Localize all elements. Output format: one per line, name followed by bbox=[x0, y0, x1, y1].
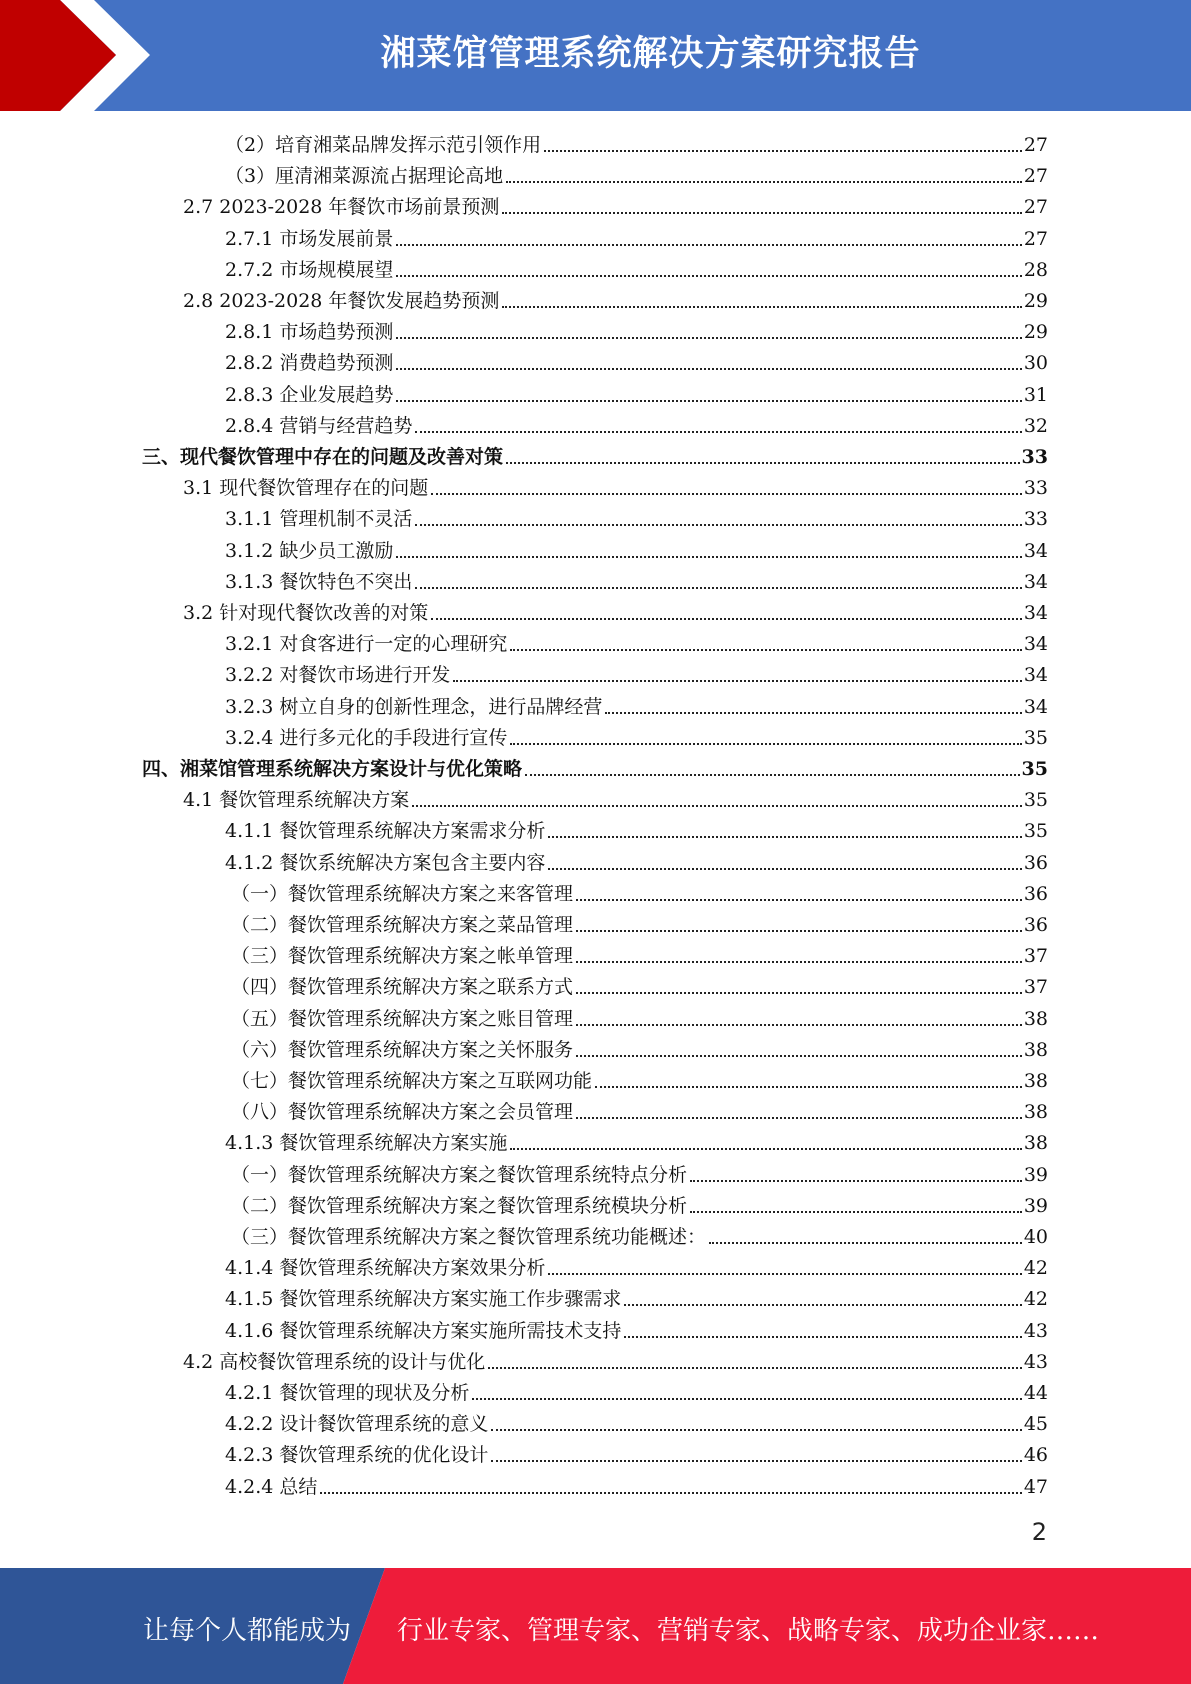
toc-entry-title: （二）餐饮管理系统解决方案之餐饮管理系统模块分析 bbox=[231, 1194, 688, 1217]
toc-leader-dots bbox=[576, 992, 1022, 994]
toc-entry-title: 3.2.4 进行多元化的手段进行宣传 bbox=[225, 726, 508, 749]
toc-leader-dots bbox=[502, 212, 1021, 214]
toc-entry[interactable] bbox=[225, 1374, 1048, 1405]
toc-entry[interactable] bbox=[231, 1000, 1048, 1031]
toc-entry[interactable] bbox=[225, 126, 1048, 157]
toc-entry[interactable] bbox=[231, 1156, 1048, 1187]
toc-entry-title: 2.8.1 市场趋势预测 bbox=[225, 321, 394, 344]
toc-entry[interactable] bbox=[225, 1124, 1048, 1155]
toc-entry[interactable] bbox=[225, 719, 1048, 750]
toc-entry[interactable] bbox=[183, 1343, 1048, 1374]
toc-entry-title: 2.8.2 消费趋势预测 bbox=[225, 352, 394, 375]
toc-entry-page: 33 bbox=[1021, 446, 1048, 468]
toc-leader-dots bbox=[415, 524, 1021, 526]
toc-leader-dots bbox=[624, 1304, 1021, 1306]
toc-entry-page: 29 bbox=[1023, 321, 1048, 344]
toc-entry[interactable] bbox=[225, 1280, 1048, 1311]
toc-entry-title: （七）餐饮管理系统解决方案之互联网功能 bbox=[231, 1070, 593, 1092]
toc-leader-dots bbox=[576, 1117, 1022, 1119]
toc-leader-dots bbox=[595, 1086, 1022, 1088]
toc-entry-title: 3.1.2 缺少员工激励 bbox=[225, 539, 394, 562]
toc-entry-title: （一）餐饮管理系统解决方案之餐饮管理系统特点分析 bbox=[231, 1163, 688, 1186]
toc-entry-title: 4.1.1 餐饮管理系统解决方案需求分析 bbox=[225, 820, 546, 843]
toc-leader-dots bbox=[488, 1367, 1022, 1369]
toc-leader-dots bbox=[690, 1211, 1022, 1213]
toc-entry-page: 38 bbox=[1023, 1101, 1048, 1124]
toc-leader-dots bbox=[506, 181, 1022, 183]
toc-leader-dots bbox=[510, 1148, 1021, 1150]
header-title: 湘菜馆管理系统解决方案研究报告 bbox=[380, 34, 921, 74]
toc-leader-dots bbox=[320, 1492, 1021, 1494]
toc-entry-page: 40 bbox=[1023, 1226, 1048, 1248]
toc-entry[interactable] bbox=[225, 844, 1048, 875]
toc-leader-dots bbox=[506, 462, 1020, 464]
toc-leader-dots bbox=[548, 836, 1021, 838]
toc-entry[interactable] bbox=[225, 688, 1048, 719]
toc-leader-dots bbox=[431, 618, 1022, 620]
toc-leader-dots bbox=[396, 368, 1021, 370]
toc-entry-title: （四）餐饮管理系统解决方案之联系方式 bbox=[231, 976, 574, 999]
toc-entry[interactable] bbox=[231, 1187, 1048, 1218]
toc-leader-dots bbox=[576, 1024, 1022, 1026]
toc-entry[interactable] bbox=[225, 1405, 1048, 1436]
toc-leader-dots bbox=[396, 275, 1021, 277]
toc-entry[interactable] bbox=[225, 1249, 1048, 1280]
toc-entry-page: 34 bbox=[1023, 539, 1048, 562]
toc-entry[interactable] bbox=[225, 563, 1048, 594]
toc-entry[interactable] bbox=[225, 220, 1048, 251]
toc-entry-title: 2.7.2 市场规模展望 bbox=[225, 258, 394, 281]
toc-leader-dots bbox=[690, 1180, 1022, 1182]
toc-entry[interactable] bbox=[225, 500, 1048, 531]
toc-entry-page: 35 bbox=[1021, 758, 1048, 780]
toc-entry-title: 4.2.1 餐饮管理的现状及分析 bbox=[225, 1382, 470, 1404]
toc-entry-title: 4.1.4 餐饮管理系统解决方案效果分析 bbox=[225, 1257, 546, 1280]
toc-entry-page: 43 bbox=[1023, 1319, 1048, 1342]
toc-entry-title: （八）餐饮管理系统解决方案之会员管理 bbox=[231, 1101, 574, 1124]
toc-entry-title: 4.1.5 餐饮管理系统解决方案实施工作步骤需求 bbox=[225, 1288, 622, 1311]
toc-entry-title: 3.2.3 树立自身的创新性理念，进行品牌经营 bbox=[225, 695, 603, 718]
toc-entry[interactable] bbox=[142, 750, 1048, 781]
toc-leader-dots bbox=[453, 680, 1021, 682]
toc-entry-page: 37 bbox=[1023, 945, 1048, 968]
toc-entry-page: 30 bbox=[1023, 352, 1048, 375]
toc-leader-dots bbox=[491, 1460, 1021, 1462]
toc-entry[interactable] bbox=[225, 376, 1048, 407]
toc-entry[interactable] bbox=[183, 188, 1048, 219]
toc-leader-dots bbox=[510, 649, 1021, 651]
toc-leader-dots bbox=[548, 868, 1021, 870]
toc-entry-title: （一）餐饮管理系统解决方案之来客管理 bbox=[231, 882, 574, 905]
toc-entry-title: 4.1.3 餐饮管理系统解决方案实施 bbox=[225, 1132, 508, 1155]
toc-entry[interactable] bbox=[231, 875, 1048, 906]
toc-leader-dots bbox=[525, 774, 1020, 776]
toc-entry-page: 27 bbox=[1023, 134, 1048, 156]
toc-leader-dots bbox=[396, 337, 1021, 339]
page-number: 2 bbox=[1031, 1518, 1047, 1546]
toc-entry-title: （三）餐饮管理系统解决方案之帐单管理 bbox=[231, 945, 574, 968]
toc-leader-dots bbox=[548, 1273, 1021, 1275]
toc-entry-page: 44 bbox=[1023, 1382, 1048, 1404]
toc-leader-dots bbox=[415, 431, 1021, 433]
toc-entry[interactable] bbox=[225, 1436, 1048, 1467]
toc-entry[interactable] bbox=[231, 1031, 1048, 1062]
footer-slogan-right: 行业专家、管理专家、营销专家、战略专家、成功企业家…… bbox=[397, 1616, 1100, 1646]
toc-entry[interactable] bbox=[225, 344, 1048, 375]
toc-entry[interactable] bbox=[183, 594, 1048, 625]
page-footer bbox=[0, 1568, 1191, 1684]
toc-entry-title: （六）餐饮管理系统解决方案之关怀服务 bbox=[231, 1038, 574, 1061]
toc-entry-page: 36 bbox=[1023, 882, 1048, 905]
toc-entry-page: 46 bbox=[1023, 1444, 1048, 1467]
toc-entry-title: （2）培育湘菜品牌发挥示范引领作用 bbox=[225, 134, 542, 156]
toc-entry-title: 3.1.1 管理机制不灵活 bbox=[225, 508, 413, 531]
toc-entry-title: 四、湘菜馆管理系统解决方案设计与优化策略 bbox=[142, 758, 523, 780]
toc-entry-page: 39 bbox=[1023, 1163, 1048, 1186]
toc-entry-title: （二）餐饮管理系统解决方案之菜品管理 bbox=[231, 914, 574, 936]
toc-leader-dots bbox=[396, 244, 1021, 246]
toc-entry-page: 27 bbox=[1023, 165, 1048, 188]
toc-entry-title: 2.8 2023-2028 年餐饮发展趋势预测 bbox=[183, 290, 500, 312]
toc-entry-title: （五）餐饮管理系统解决方案之账目管理 bbox=[231, 1007, 574, 1030]
toc-entry-title: 4.2.4 总结 bbox=[225, 1475, 318, 1498]
toc-entry-page: 42 bbox=[1023, 1288, 1048, 1311]
toc-entry[interactable] bbox=[225, 313, 1048, 344]
toc-entry-title: 3.2 针对现代餐饮改善的对策 bbox=[183, 602, 429, 624]
toc-leader-dots bbox=[576, 1055, 1022, 1057]
toc-entry-title: 3.2.1 对食客进行一定的心理研究 bbox=[225, 633, 508, 656]
toc-entry-page: 38 bbox=[1023, 1007, 1048, 1030]
toc-leader-dots bbox=[576, 930, 1022, 932]
toc-entry-page: 39 bbox=[1023, 1194, 1048, 1217]
toc-entry-page: 38 bbox=[1023, 1070, 1048, 1092]
toc-entry-page: 29 bbox=[1023, 290, 1048, 312]
toc-leader-dots bbox=[472, 1398, 1021, 1400]
toc-entry-page: 33 bbox=[1023, 477, 1048, 500]
toc-leader-dots bbox=[415, 587, 1021, 589]
toc-entry[interactable] bbox=[183, 781, 1048, 812]
toc-leader-dots bbox=[396, 556, 1021, 558]
toc-entry-title: 2.7.1 市场发展前景 bbox=[225, 227, 394, 250]
toc-entry-page: 34 bbox=[1023, 695, 1048, 718]
toc-entry-page: 36 bbox=[1023, 851, 1048, 874]
toc-entry-page: 34 bbox=[1023, 570, 1048, 593]
toc-entry-page: 38 bbox=[1023, 1132, 1048, 1155]
toc-leader-dots bbox=[709, 1242, 1022, 1244]
toc-entry-page: 45 bbox=[1023, 1413, 1048, 1436]
toc-entry[interactable] bbox=[225, 625, 1048, 656]
toc-leader-dots bbox=[502, 306, 1021, 308]
toc-entry-page: 34 bbox=[1023, 664, 1048, 687]
toc-entry-title: 4.1.6 餐饮管理系统解决方案实施所需技术支持 bbox=[225, 1319, 622, 1342]
toc-entry-title: 4.2.3 餐饮管理系统的优化设计 bbox=[225, 1444, 489, 1467]
toc-entry-page: 33 bbox=[1023, 508, 1048, 531]
toc-entry[interactable] bbox=[225, 812, 1048, 843]
toc-entry[interactable] bbox=[225, 157, 1048, 188]
toc-entry-title: 2.8.4 营销与经营趋势 bbox=[225, 414, 413, 437]
toc-leader-dots bbox=[576, 961, 1022, 963]
toc-entry-title: 4.2 高校餐饮管理系统的设计与优化 bbox=[183, 1350, 486, 1373]
toc-entry-page: 31 bbox=[1023, 383, 1048, 406]
toc-entry[interactable] bbox=[225, 407, 1048, 438]
toc-entry-title: 3.1 现代餐饮管理存在的问题 bbox=[183, 477, 429, 500]
toc-entry-title: 4.1.2 餐饮系统解决方案包含主要内容 bbox=[225, 851, 546, 874]
toc-entry[interactable] bbox=[225, 1468, 1048, 1499]
footer-slogan-left: 让每个人都能成为 bbox=[143, 1616, 352, 1646]
toc-entry-page: 34 bbox=[1023, 602, 1048, 624]
toc-leader-dots bbox=[396, 400, 1021, 402]
page-header bbox=[0, 0, 1191, 111]
toc-entry[interactable] bbox=[142, 438, 1048, 469]
toc-entry[interactable] bbox=[231, 1218, 1048, 1249]
toc-entry-title: 2.7 2023-2028 年餐饮市场前景预测 bbox=[183, 196, 500, 219]
toc-entry[interactable] bbox=[231, 1062, 1048, 1093]
toc-leader-dots bbox=[544, 150, 1022, 152]
toc-entry-page: 32 bbox=[1023, 414, 1048, 437]
toc-entry-title: 3.1.3 餐饮特色不突出 bbox=[225, 570, 413, 593]
toc-entry[interactable] bbox=[231, 937, 1048, 968]
toc-entry[interactable] bbox=[225, 532, 1048, 563]
toc-entry-title: 3.2.2 对餐饮市场进行开发 bbox=[225, 664, 451, 687]
toc-leader-dots bbox=[576, 899, 1022, 901]
toc-leader-dots bbox=[624, 1336, 1021, 1338]
toc-entry-title: 三、现代餐饮管理中存在的问题及改善对策 bbox=[142, 446, 504, 468]
toc-entry[interactable] bbox=[231, 968, 1048, 999]
toc-leader-dots bbox=[412, 805, 1022, 807]
toc-entry-page: 28 bbox=[1023, 258, 1048, 281]
toc-entry-page: 27 bbox=[1023, 227, 1048, 250]
toc-entry[interactable] bbox=[225, 656, 1048, 687]
toc-entry-page: 35 bbox=[1023, 789, 1048, 812]
toc-leader-dots bbox=[431, 493, 1022, 495]
toc-entry-page: 38 bbox=[1023, 1038, 1048, 1061]
toc-leader-dots bbox=[510, 743, 1021, 745]
toc-entry-title: （三）餐饮管理系统解决方案之餐饮管理系统功能概述： bbox=[231, 1226, 707, 1248]
toc-leader-dots bbox=[605, 712, 1021, 714]
toc-entry-page: 34 bbox=[1023, 633, 1048, 656]
toc-entry-title: 4.2.2 设计餐饮管理系统的意义 bbox=[225, 1413, 489, 1436]
toc-entry-page: 42 bbox=[1023, 1257, 1048, 1280]
toc-entry-page: 36 bbox=[1023, 914, 1048, 936]
toc-entry[interactable] bbox=[231, 1093, 1048, 1124]
toc-entry[interactable] bbox=[225, 251, 1048, 282]
toc-entry[interactable] bbox=[183, 469, 1048, 500]
toc-entry-title: 4.1 餐饮管理系统解决方案 bbox=[183, 789, 410, 812]
toc-entry-page: 47 bbox=[1023, 1475, 1048, 1498]
toc-leader-dots bbox=[491, 1429, 1021, 1431]
toc-entry-page: 37 bbox=[1023, 976, 1048, 999]
toc-entry[interactable] bbox=[183, 282, 1048, 313]
toc-entry-page: 27 bbox=[1023, 196, 1048, 219]
toc-entry-title: （3）厘清湘菜源流占据理论高地 bbox=[225, 165, 504, 188]
toc-entry-page: 35 bbox=[1023, 726, 1048, 749]
toc-entry-page: 43 bbox=[1023, 1350, 1048, 1373]
toc-entry-title: 2.8.3 企业发展趋势 bbox=[225, 383, 394, 406]
toc-entry-page: 35 bbox=[1023, 820, 1048, 843]
toc-entry[interactable] bbox=[231, 906, 1048, 937]
toc-entry[interactable] bbox=[225, 1312, 1048, 1343]
